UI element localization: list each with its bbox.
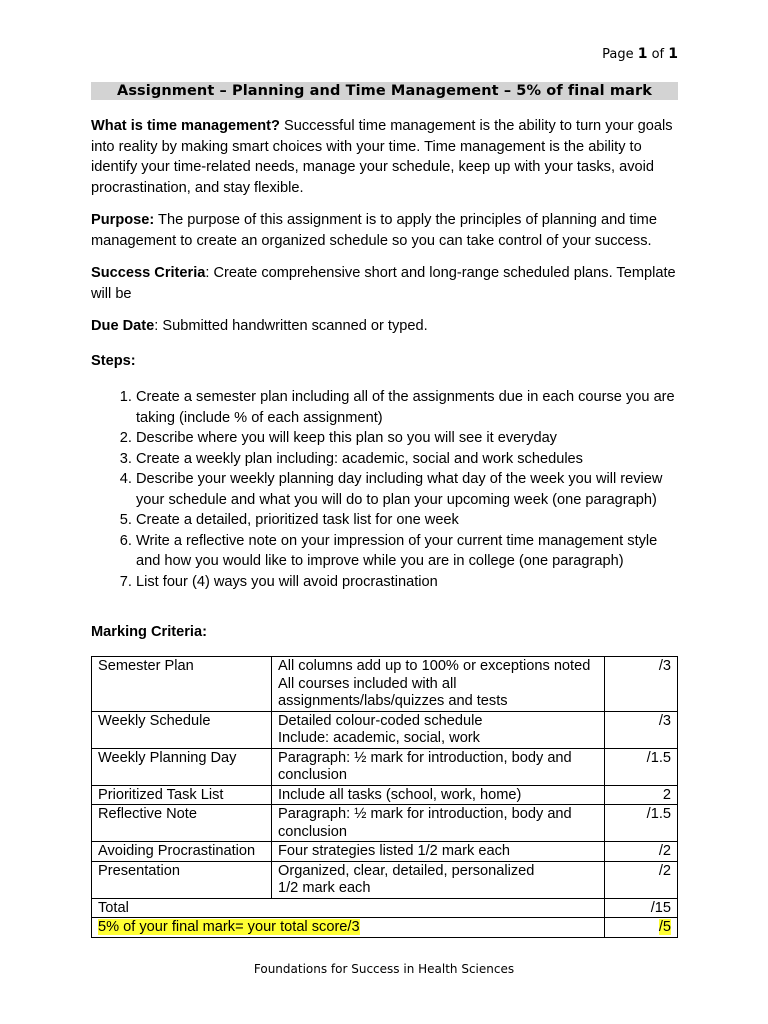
criteria-line: Paragraph: ½ mark for introduction, body and conclusion [278,749,572,783]
final-mark-label: 5% of your final mark= your total score/3 [98,919,360,935]
table-row [92,711,678,748]
section-label: Purpose: [91,212,155,228]
criteria-line: Paragraph: ½ mark for introduction, body and conclusion [278,806,572,840]
page-footer: Foundations for Success in Health Sciences [253,962,515,976]
criteria-item: Reflective Note [92,805,272,842]
page-of: of [647,47,669,62]
total-label: Total [92,898,605,918]
criteria-mark: /2 [605,861,678,898]
step-item: 5. Create a detailed, prioritized task list for one week [136,510,681,531]
criteria-item: Avoiding Procrastination [92,842,272,862]
criteria-line: 1/2 mark each [278,880,371,896]
criteria-mark: /1.5 [605,748,678,785]
table-row [92,861,678,898]
criteria-description [272,861,605,898]
criteria-line: All courses included with all assignments/labs/quizzes and tests [278,675,508,709]
criteria-item: Presentation [92,861,272,898]
criteria-mark: /1.5 [605,805,678,842]
document-body [91,116,681,592]
criteria-line: Four strategies listed 1/2 mark each [278,843,510,859]
steps-heading [91,351,681,372]
final-mark-label-cell [92,918,605,938]
criteria-line: Detailed colour-coded schedule [278,712,483,729]
criteria-description [272,842,605,862]
criteria-line: Include all tasks (school, work, home) [278,786,522,803]
criteria-description [272,785,605,805]
page-current: 1 [637,46,648,62]
section-purpose [91,210,681,251]
criteria-mark: 2 [605,785,678,805]
table-row [92,657,678,712]
section-due-date [91,316,681,337]
step-item: 6. Write a reflective note on your impression of your current time management style and how you would like to improve while you are in college (one paragraph) [136,531,681,572]
step-item: 3. Create a weekly plan including: academic, social and work schedules [136,449,681,470]
section-text: : Submitted handwritten scanned or typed. [154,318,428,334]
section-label: Success Criteria [91,265,206,281]
criteria-description [272,657,605,712]
criteria-item: Weekly Planning Day [92,748,272,785]
criteria-line: Organized, clear, detailed, personalized [278,862,535,879]
section-label: Due Date [91,318,155,334]
criteria-mark: /3 [605,711,678,748]
total-mark: /15 [605,898,678,918]
section-text: Successful time management is the ability to turn your goals into reality by making smart choices with your time. Time management is the ability to identify your time-related needs, manage your schedule, keep up with your tasks, avoid procrastination, and stay flexible. [91,118,673,196]
criteria-item: Prioritized Task List [92,785,272,805]
section-label: What is time management? [91,118,280,134]
page-prefix: Page [602,47,638,62]
section-success-criteria [91,263,681,304]
assignment-title: Assignment – Planning and Time Management – 5% of final mark [91,82,678,100]
criteria-item: Weekly Schedule [92,711,272,748]
final-mark: /5 [658,919,671,935]
section-time-management [91,116,681,198]
section-text: : Create comprehensive short and long-range scheduled plans. Template will be [91,265,676,302]
final-mark-row [92,918,678,938]
criteria-mark: /2 [605,842,678,862]
step-item: 2. Describe where you will keep this plan so you will see it everyday [136,428,681,449]
table-row [92,805,678,842]
step-item: 7. List four (4) ways you will avoid procrastination [136,572,681,593]
criteria-item: Semester Plan [92,657,272,712]
table-row [92,748,678,785]
criteria-description [272,748,605,785]
table-row [92,785,678,805]
criteria-line: All columns add up to 100% or exceptions noted [278,658,591,674]
page-number [602,46,678,62]
section-text: The purpose of this assignment is to apply the principles of planning and time management to create an organized schedule so you can take control of your success. [91,212,657,249]
marking-table [91,656,678,938]
table-row [92,842,678,862]
total-row [92,898,678,918]
final-mark-cell [605,918,678,938]
page-total: 1 [668,46,678,62]
criteria-line: Include: academic, social, work [278,730,480,746]
criteria-description [272,805,605,842]
criteria-mark: /3 [605,657,678,712]
criteria-description [272,711,605,748]
step-item: 1. Create a semester plan including all of the assignments due in each course you are taking (include % of each assignment) [136,387,681,428]
step-item: 4. Describe your weekly planning day including what day of the week you will review your schedule and what you will do to plan your upcoming week (one paragraph) [136,469,681,510]
marking-criteria-heading: Marking Criteria: [91,624,207,640]
steps-label: Steps: [91,352,136,369]
steps-list [91,387,681,592]
